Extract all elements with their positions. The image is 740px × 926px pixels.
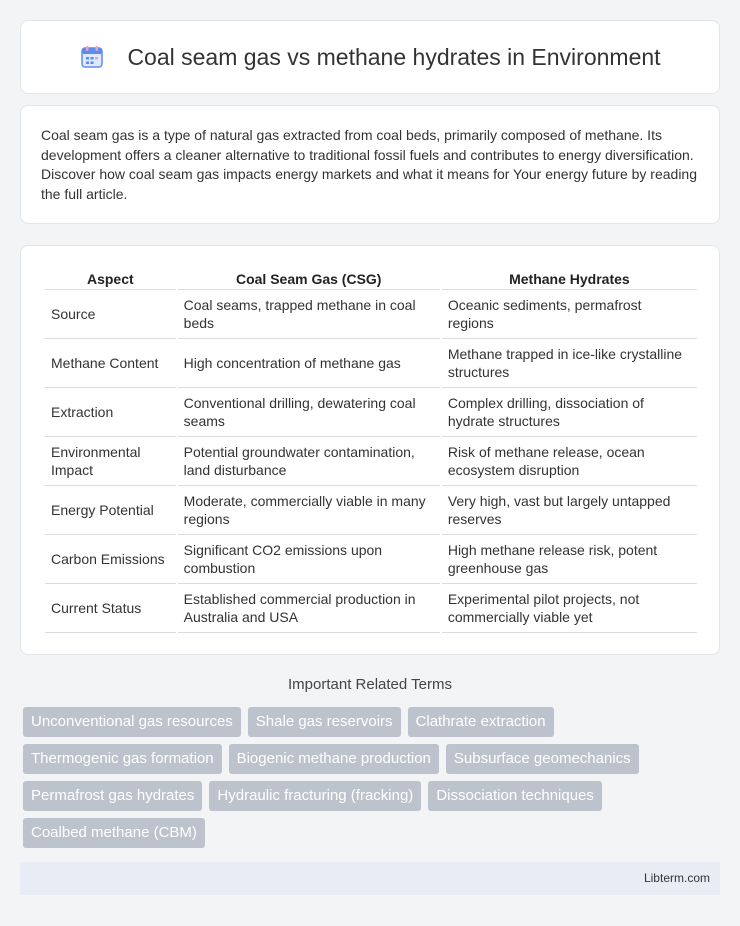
- related-term-tag[interactable]: Dissociation techniques: [428, 781, 602, 811]
- column-header-hydrates: Methane Hydrates: [442, 266, 697, 290]
- row-csg-cell: Potential groundwater contamination, land disturbance: [178, 437, 440, 486]
- row-hydrates-cell: Complex drilling, dissociation of hydrate structures: [442, 388, 697, 437]
- page-title: Coal seam gas vs methane hydrates in Environment: [127, 43, 661, 70]
- row-csg-cell: Significant CO2 emissions upon combustion: [178, 535, 440, 584]
- footer-site-link[interactable]: Libterm.com: [643, 871, 710, 885]
- row-aspect-cell: Current Status: [45, 584, 176, 633]
- row-csg-cell: Established commercial production in Australia and USA: [178, 584, 440, 633]
- comparison-table-card: [20, 245, 720, 655]
- table-row: [45, 535, 697, 584]
- related-term-tag[interactable]: Clathrate extraction: [408, 707, 554, 737]
- intro-text: Coal seam gas is a type of natural gas extracted from coal beds, primarily composed of methane. Its development offers a cleaner alternative to traditional fossil fuels and contributes to energy diversification. Discover how coal seam gas impacts energy markets and what it means for Your energy future by reading the full article.: [41, 127, 697, 202]
- table-row: [45, 388, 697, 437]
- related-term-tag[interactable]: Unconventional gas resources: [23, 707, 241, 737]
- table-row: [45, 290, 697, 339]
- related-term-tag[interactable]: Coalbed methane (CBM): [23, 818, 205, 848]
- footer: [20, 862, 720, 895]
- related-term-tag[interactable]: Subsurface geomechanics: [446, 744, 639, 774]
- row-hydrates-cell: Very high, vast but largely untapped reserves: [442, 486, 697, 535]
- row-aspect-cell: Environmental Impact: [45, 437, 176, 486]
- row-hydrates-cell: Methane trapped in ice-like crystalline structures: [442, 339, 697, 388]
- row-hydrates-cell: Oceanic sediments, permafrost regions: [442, 290, 697, 339]
- row-csg-cell: Moderate, commercially viable in many regions: [178, 486, 440, 535]
- header-card: [20, 20, 720, 94]
- table-row: [45, 486, 697, 535]
- intro-card: [20, 105, 720, 224]
- row-hydrates-cell: Risk of methane release, ocean ecosystem disruption: [442, 437, 697, 486]
- related-term-tag[interactable]: Permafrost gas hydrates: [23, 781, 202, 811]
- row-aspect-cell: Extraction: [45, 388, 176, 437]
- calendar-icon: [79, 44, 105, 70]
- related-term-tag[interactable]: Hydraulic fracturing (fracking): [209, 781, 421, 811]
- row-aspect-cell: Carbon Emissions: [45, 535, 176, 584]
- row-aspect-cell: Energy Potential: [45, 486, 176, 535]
- table-header-row: [45, 266, 697, 290]
- related-term-tag[interactable]: Shale gas reservoirs: [248, 707, 401, 737]
- related-terms-title: Important Related Terms: [288, 676, 452, 693]
- related-terms-list: [23, 707, 703, 855]
- table-row: [45, 339, 697, 388]
- related-term-tag[interactable]: Biogenic methane production: [229, 744, 439, 774]
- row-aspect-cell: Source: [45, 290, 176, 339]
- comparison-table: [43, 266, 699, 633]
- row-csg-cell: High concentration of methane gas: [178, 339, 440, 388]
- column-header-aspect: Aspect: [45, 266, 176, 290]
- table-row: [45, 437, 697, 486]
- column-header-csg: Coal Seam Gas (CSG): [178, 266, 440, 290]
- table-row: [45, 584, 697, 633]
- row-csg-cell: Coal seams, trapped methane in coal beds: [178, 290, 440, 339]
- row-hydrates-cell: Experimental pilot projects, not commercially viable yet: [442, 584, 697, 633]
- row-hydrates-cell: High methane release risk, potent greenhouse gas: [442, 535, 697, 584]
- related-term-tag[interactable]: Thermogenic gas formation: [23, 744, 222, 774]
- row-aspect-cell: Methane Content: [45, 339, 176, 388]
- row-csg-cell: Conventional drilling, dewatering coal seams: [178, 388, 440, 437]
